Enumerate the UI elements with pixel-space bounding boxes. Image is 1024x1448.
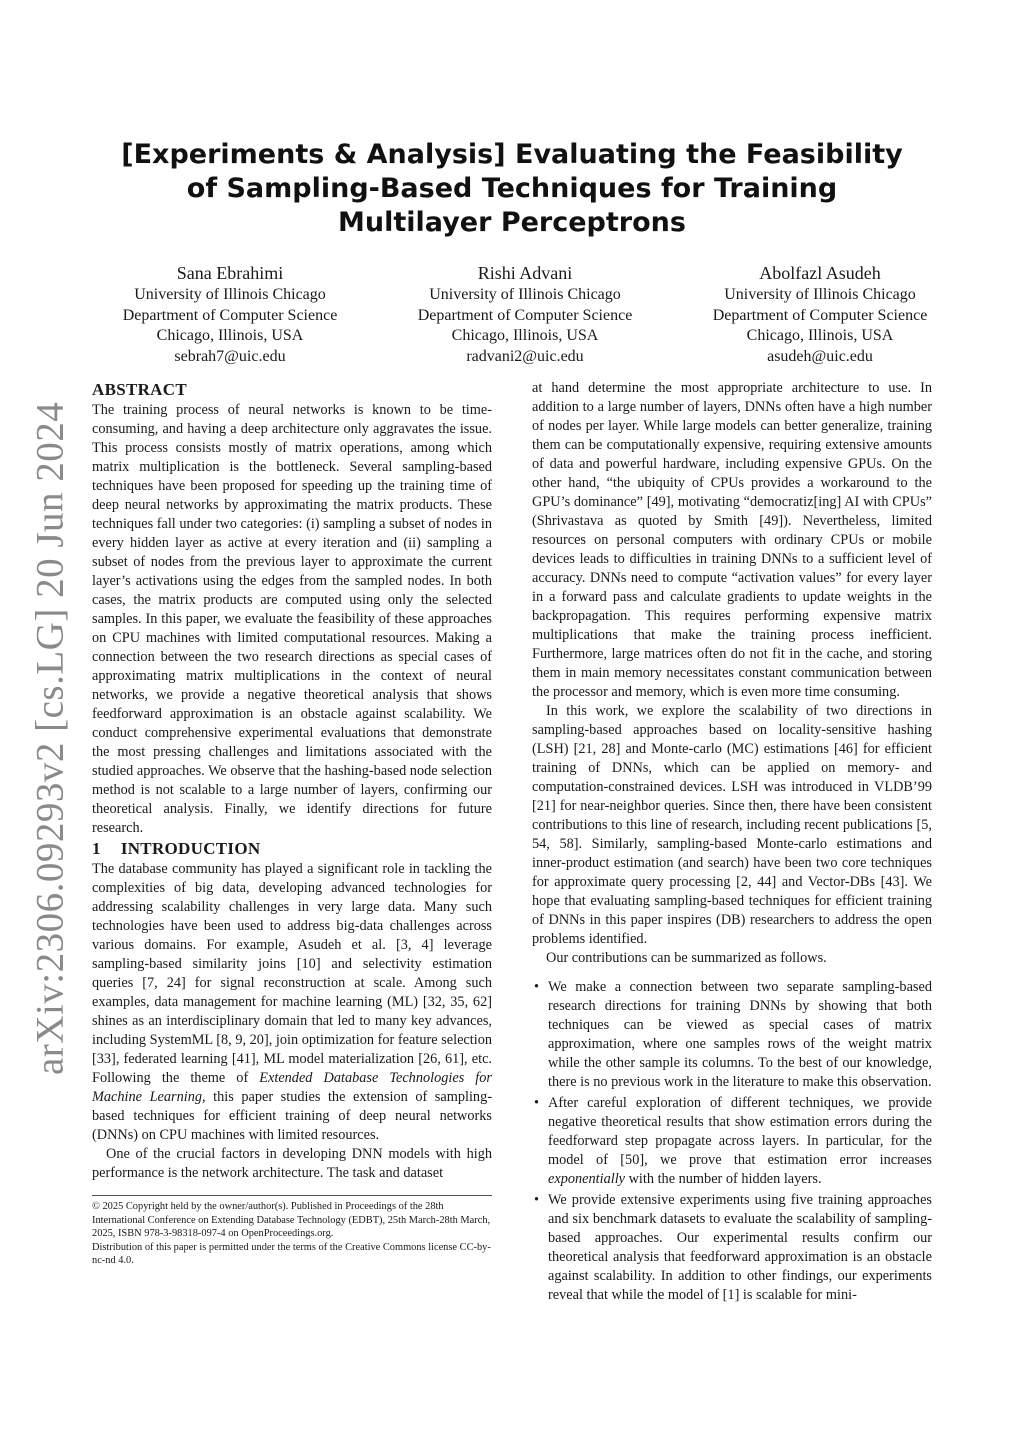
theme-italic: Extended Database Technologies for Machine Learning — [92, 1070, 492, 1105]
footnote-license: Distribution of this paper is permitted under the terms of the Creative Commons license CC-by-nc-nd 4.0. — [92, 1241, 491, 1267]
author-name: Rishi Advani — [477, 263, 573, 283]
author — [685, 262, 955, 367]
intro-paragraph-2: One of the crucial factors in developing DNN models with high performance is the network architecture. The task and dataset — [92, 1146, 492, 1181]
author-location: Chicago, Illinois, USA — [746, 327, 894, 344]
author-name: Abolfazl Asudeh — [759, 263, 881, 283]
intro-paragraph-2-continued: at hand determine the most appropriate architecture to use. In addition to a large number of layers, DNNs often have a high number of nodes per layer. While large models can better generalize, training them can be computationally expensive, requiring extensive amounts of data and powerful hardware, including expensive GPUs. On the other hand, “the ubiquity of CPUs provides a workaround to the GPU’s dominance” [49], motivating “democratiz[ing] AI with CPUs” (Shrivastava as quoted by Smith [49]). Nevertheless, limited resources on personal computers with ordinary CPUs or mobile devices leads to difficulties in training DNNs to a sufficient level of accuracy. DNNs need to compute “activation values” for every layer in a forward pass and calculate gradients to update weights in the backpropagation. This requires performing expensive matrix multiplications that make the training process inefficient. Furthermore, large matrices often do not fit in the cache, and storing them in main memory necessitates constant communication between the processor and memory, which is even more time consuming. — [532, 380, 932, 700]
intro-paragraph-3: In this work, we explore the scalability of two directions in sampling-based approaches based on locality-sensitive hashing (LSH) [21, 28] and Monte-carlo (MC) estimations [46] for efficient training of DNNs, which can be applied on memory- and computation-constrained devices. LSH was introduced in VLDB’99 [21] for near-neighbor queries. Since then, there have been consistent contributions to this line of research, including recent publications [5, 54, 58]. Similarly, sampling-based Monte-carlo estimations and inner-product estimation (and search) have been two core techniques for approximate query processing [2, 44] and Vector-DBs [43]. We hope that evaluating sampling-based techniques for efficient training of DNNs in this paper inspires (DB) researchers to address the open problems identified. — [532, 703, 932, 947]
author-location: Chicago, Illinois, USA — [451, 327, 599, 344]
bullet-icon: • — [534, 1192, 540, 1208]
introduction-heading — [92, 838, 492, 860]
paper-title: [Experiments & Analysis] Evaluating the Feasibility of Sampling-Based Techniques for Training Multilayer Perceptrons — [121, 139, 903, 238]
contributions-list — [532, 978, 932, 1305]
bullet-icon: • — [534, 979, 540, 995]
intro-paragraph-4: Our contributions can be summarized as follows. — [546, 950, 827, 966]
list-item: • After careful exploration of different techniques, we provide negative theoretical results that show estimation errors during the feedforward step propagate across layers. In particular, for the model of [50], we prove that estimation error increases exponentially with the number of hidden layers. — [534, 1095, 932, 1187]
author-department: Department of Computer Science — [417, 306, 633, 324]
author-name: Sana Ebrahimi — [176, 263, 284, 283]
author — [390, 262, 660, 367]
intro-paragraph-1: The database community has played a significant role in tackling the complexities of big data, developing advanced technologies for addressing scalability challenges in very large data. Many such technologies have been used to address big-data challenges across various domains. For example, Asudeh et al. [3, 4] leverage sampling-based similarity joins [10] and selectivity estimation queries [7, 24] for signal reconstruction at scale. Among such examples, data management for machine learning (ML) [32, 35, 62] shines as an interdisciplinary domain that led to many key advances, including SystemML [8, 9, 20], join optimization for feature selection [33], federated learning [41], ML model materialization [26, 61], etc. Following the theme of Extended Database Technologies for Machine Learning, this paper studies the extension of sampling-based techniques for efficient training of deep neural networks (DNNs) on CPU machines with limited resources. — [92, 861, 492, 1143]
abstract-text: The training process of neural networks is known to be time-consuming, and having a deep architecture only aggravates the issue. This process consists mostly of matrix operations, among which matrix multiplication is the bottleneck. Several sampling-based techniques have been proposed for speeding up the training time of deep neural networks by approximating the matrix products. These techniques fall under two categories: (i) sampling a subset of nodes in every hidden layer as active at every iteration and (ii) sampling a subset of nodes from the previous layer to approximate the current layer’s activations using the edges from the sampled nodes. In both cases, the matrix products are computed using only the selected samples. In this paper, we evaluate the feasibility of these approaches on CPU machines with limited computational resources. Making a connection between the two research directions as special cases of approximating matrix multiplications in the context of neural networks, we provide a negative theoretical analysis that shows feedforward approximation is an obstacle against scalability. We conduct comprehensive experimental evaluations that demonstrate the most pressing challenges and limitations associated with the studied approaches. We observe that the hashing-based node selection method is not scalable to a large number of layers, confirming our theoretical analysis. Finally, we identify directions for future research. — [92, 402, 492, 836]
bullet-icon: • — [534, 1095, 540, 1111]
footnote-copyright: © 2025 Copyright held by the owner/author(s). Published in Proceedings of the 28th International Conference on Extending Database Technology (EDBT), 25th March-28th March, 2025, ISBN 978-3-98318-097-4 on OpenProceedings.org. — [92, 1201, 491, 1240]
author-university: University of Illinois Chicago — [724, 286, 916, 303]
author-department: Department of Computer Science — [712, 306, 928, 324]
author-department: Department of Computer Science — [122, 306, 338, 324]
copyright-footnote — [92, 1195, 492, 1268]
author-university: University of Illinois Chicago — [134, 286, 326, 303]
author-university: University of Illinois Chicago — [429, 286, 621, 303]
author — [95, 262, 365, 367]
author-location: Chicago, Illinois, USA — [156, 327, 304, 344]
arxiv-identifier: arXiv:2306.09293v2 [cs.LG] 20 Jun 2024 — [28, 401, 72, 1075]
left-column — [92, 379, 492, 1268]
section-number: 1 — [92, 839, 101, 858]
author-email[interactable]: sebrah7@uic.edu — [174, 347, 286, 365]
section-title: INTRODUCTION — [120, 839, 261, 858]
right-column — [532, 379, 932, 1307]
abstract-heading: ABSTRACT — [92, 380, 187, 399]
author-email[interactable]: asudeh@uic.edu — [767, 347, 873, 365]
author-email[interactable]: radvani2@uic.edu — [466, 347, 584, 365]
list-item: • We provide extensive experiments using five training approaches and six benchmark datasets to evaluate the scalability of sampling-based approaches. Our experimental results confirm our theoretical analysis that feedforward approximation is an obstacle against scalability. In addition to other findings, our experiments reveal that while the model of [1] is scalable for mini- — [534, 1192, 932, 1303]
author-block — [95, 262, 955, 367]
list-item: • We make a connection between two separate sampling-based research directions for training DNNs by showing that both techniques can be viewed as special cases of matrix approximation, where one samples rows of the weight matrix while the other sample its columns. To the best of our knowledge, there is no previous work in the literature to make this observation. — [534, 979, 932, 1090]
